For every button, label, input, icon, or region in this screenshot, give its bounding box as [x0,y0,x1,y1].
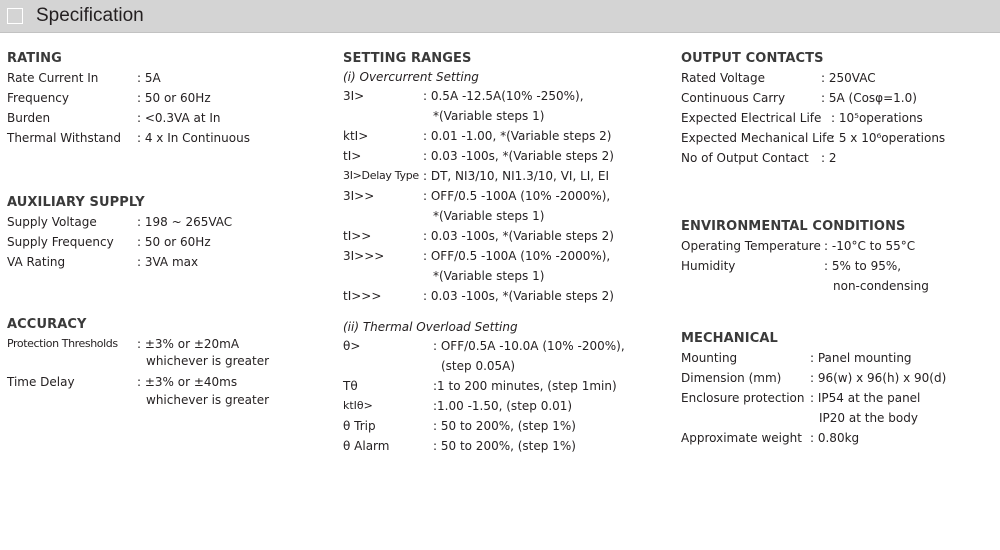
spec-label: 3I>> [343,189,375,203]
spec-value-continued: *(Variable steps 1) [433,269,545,283]
spec-label: VA Rating [7,255,66,269]
spec-row [7,232,327,252]
spec-row [681,88,996,108]
spec-label: Tθ [343,379,358,393]
spec-value: : 0.80kg [810,431,860,445]
auxiliary-supply-section [7,194,327,272]
spec-row [7,68,327,88]
section-heading: MECHANICAL [681,331,778,346]
spec-value: : 5A (Cosφ=1.0) [821,91,917,105]
spec-row [343,166,663,186]
spec-label: Approximate weight [681,431,802,445]
spec-label: Dimension (mm) [681,371,782,385]
spec-row [681,348,996,368]
spec-label: θ Trip [343,419,376,433]
spec-label: Continuous Carry [681,91,786,105]
spec-row [343,436,663,456]
spec-row [343,246,663,286]
spec-row [343,286,663,306]
spec-label: Protection Thresholds [7,337,118,350]
spec-value: : ±3% or ±40ms [137,375,238,389]
spec-label: Thermal Withstand [7,131,122,145]
spec-label: No of Output Contact [681,151,809,165]
spec-row [343,336,663,376]
spec-value: : 5% to 95%, [824,259,902,273]
page-title: Specification [36,5,144,26]
spec-value: : 0.03 -100s, *(Variable steps 2) [423,229,614,243]
spec-value: : 5 x 10⁶operations [831,131,946,145]
spec-row [343,146,663,166]
spec-value: : 50 to 200%, (step 1%) [433,419,576,433]
spec-label: Expected Mechanical Life [681,131,834,145]
spec-row [343,396,663,416]
spec-label: tI>> [343,229,372,243]
spec-value: : 50 or 60Hz [137,235,211,249]
spec-row [7,88,327,108]
spec-row [343,86,663,126]
spec-value: : 5A [137,71,161,85]
subsection-title: (ii) Thermal Overload Setting [343,320,518,334]
spec-row [343,186,663,226]
spec-label: Burden [7,111,51,125]
section-heading: SETTING RANGES [343,51,472,66]
spec-value: : 50 to 200%, (step 1%) [433,439,576,453]
spec-label: Time Delay [7,375,75,389]
spec-value: :1 to 200 minutes, (step 1min) [433,379,617,393]
spec-value-continued: whichever is greater [146,354,270,368]
spec-row [7,128,327,148]
spec-value: : 250VAC [821,71,876,85]
checkbox-icon [7,8,23,24]
spec-value: : 0.03 -100s, *(Variable steps 2) [423,149,614,163]
spec-row [681,388,996,428]
spec-row [681,68,996,88]
spec-value: : IP54 at the panel [810,391,921,405]
spec-row [7,334,327,372]
spec-value: : OFF/0.5 -100A (10% -2000%), [423,189,611,203]
section-heading: RATING [7,51,62,66]
spec-label: Supply Frequency [7,235,114,249]
setting-ranges-section [343,50,663,456]
section-heading: ENVIRONMENTAL CONDITIONS [681,219,906,234]
spec-value-continued: non-condensing [833,279,929,293]
spec-value: : 0.03 -100s, *(Variable steps 2) [423,289,614,303]
spec-value: : 0.01 -1.00, *(Variable steps 2) [423,129,612,143]
spec-row [681,256,996,296]
spec-label: Operating Temperature [681,239,821,253]
spec-label: tI>>> [343,289,382,303]
spec-label: ktI> [343,129,369,143]
section-heading: AUXILIARY SUPPLY [7,195,145,210]
spec-label: tI> [343,149,362,163]
spec-value: : DT, NI3/10, NI1.3/10, VI, LI, EI [423,169,610,183]
spec-value-continued: *(Variable steps 1) [433,109,545,123]
spec-label: ktIθ> [343,399,373,412]
mechanical-section [681,330,996,448]
spec-label: Frequency [7,91,69,105]
spec-value-continued: whichever is greater [146,393,270,407]
section-heading: ACCURACY [7,317,87,332]
spec-label: θ Alarm [343,439,390,453]
spec-row [343,126,663,146]
spec-label: Expected Electrical Life [681,111,822,125]
spec-label: Supply Voltage [7,215,97,229]
spec-value: : 3VA max [137,255,199,269]
spec-label: 3I>Delay Type [343,169,419,182]
spec-value: : <0.3VA at In [137,111,221,125]
spec-value: : 4 x In Continuous [137,131,250,145]
spec-value: : OFF/0.5A -10.0A (10% -200%), [433,339,625,353]
rating-section [7,50,327,148]
spec-label: Mounting [681,351,738,365]
spec-value: : 96(w) x 96(h) x 90(d) [810,371,947,385]
spec-row [681,368,996,388]
spec-row [681,108,996,128]
spec-label: Enclosure protection [681,391,805,405]
spec-label: Rated Voltage [681,71,765,85]
spec-value: : 0.5A -12.5A(10% -250%), [423,89,584,103]
spec-value: : -10°C to 55°C [824,239,916,253]
spec-value-continued: *(Variable steps 1) [433,209,545,223]
spec-row [7,212,327,232]
spec-value-continued: IP20 at the body [819,411,918,425]
spec-value: : Panel mounting [810,351,912,365]
environmental-conditions-section [681,218,996,296]
subsection-title: (i) Overcurrent Setting [343,70,479,84]
spec-row [343,416,663,436]
spec-value: : 50 or 60Hz [137,91,211,105]
spec-row [681,128,996,148]
spec-row [7,372,327,412]
spec-value-continued: (step 0.05A) [441,359,516,373]
spec-value: : OFF/0.5 -100A (10% -2000%), [423,249,611,263]
spec-label: Rate Current In [7,71,99,85]
spec-row [681,428,996,448]
section-heading: OUTPUT CONTACTS [681,51,824,66]
spec-value: : 10⁵operations [831,111,923,125]
spec-label: Humidity [681,259,736,273]
spec-value: :1.00 -1.50, (step 0.01) [433,399,573,413]
spec-label: 3I> [343,89,365,103]
section-banner [0,0,1000,33]
spec-value: : 2 [821,151,837,165]
accuracy-section [7,316,327,412]
spec-row [681,148,996,168]
spec-row [7,252,327,272]
spec-value: : ±3% or ±20mA [137,337,240,351]
spec-row [343,226,663,246]
spec-label: θ> [343,339,361,353]
spec-label: 3I>>> [343,249,385,263]
output-contacts-section [681,50,996,168]
spec-row [7,108,327,128]
spec-row [343,376,663,396]
spec-row [681,236,996,256]
spec-value: : 198 ~ 265VAC [137,215,233,229]
